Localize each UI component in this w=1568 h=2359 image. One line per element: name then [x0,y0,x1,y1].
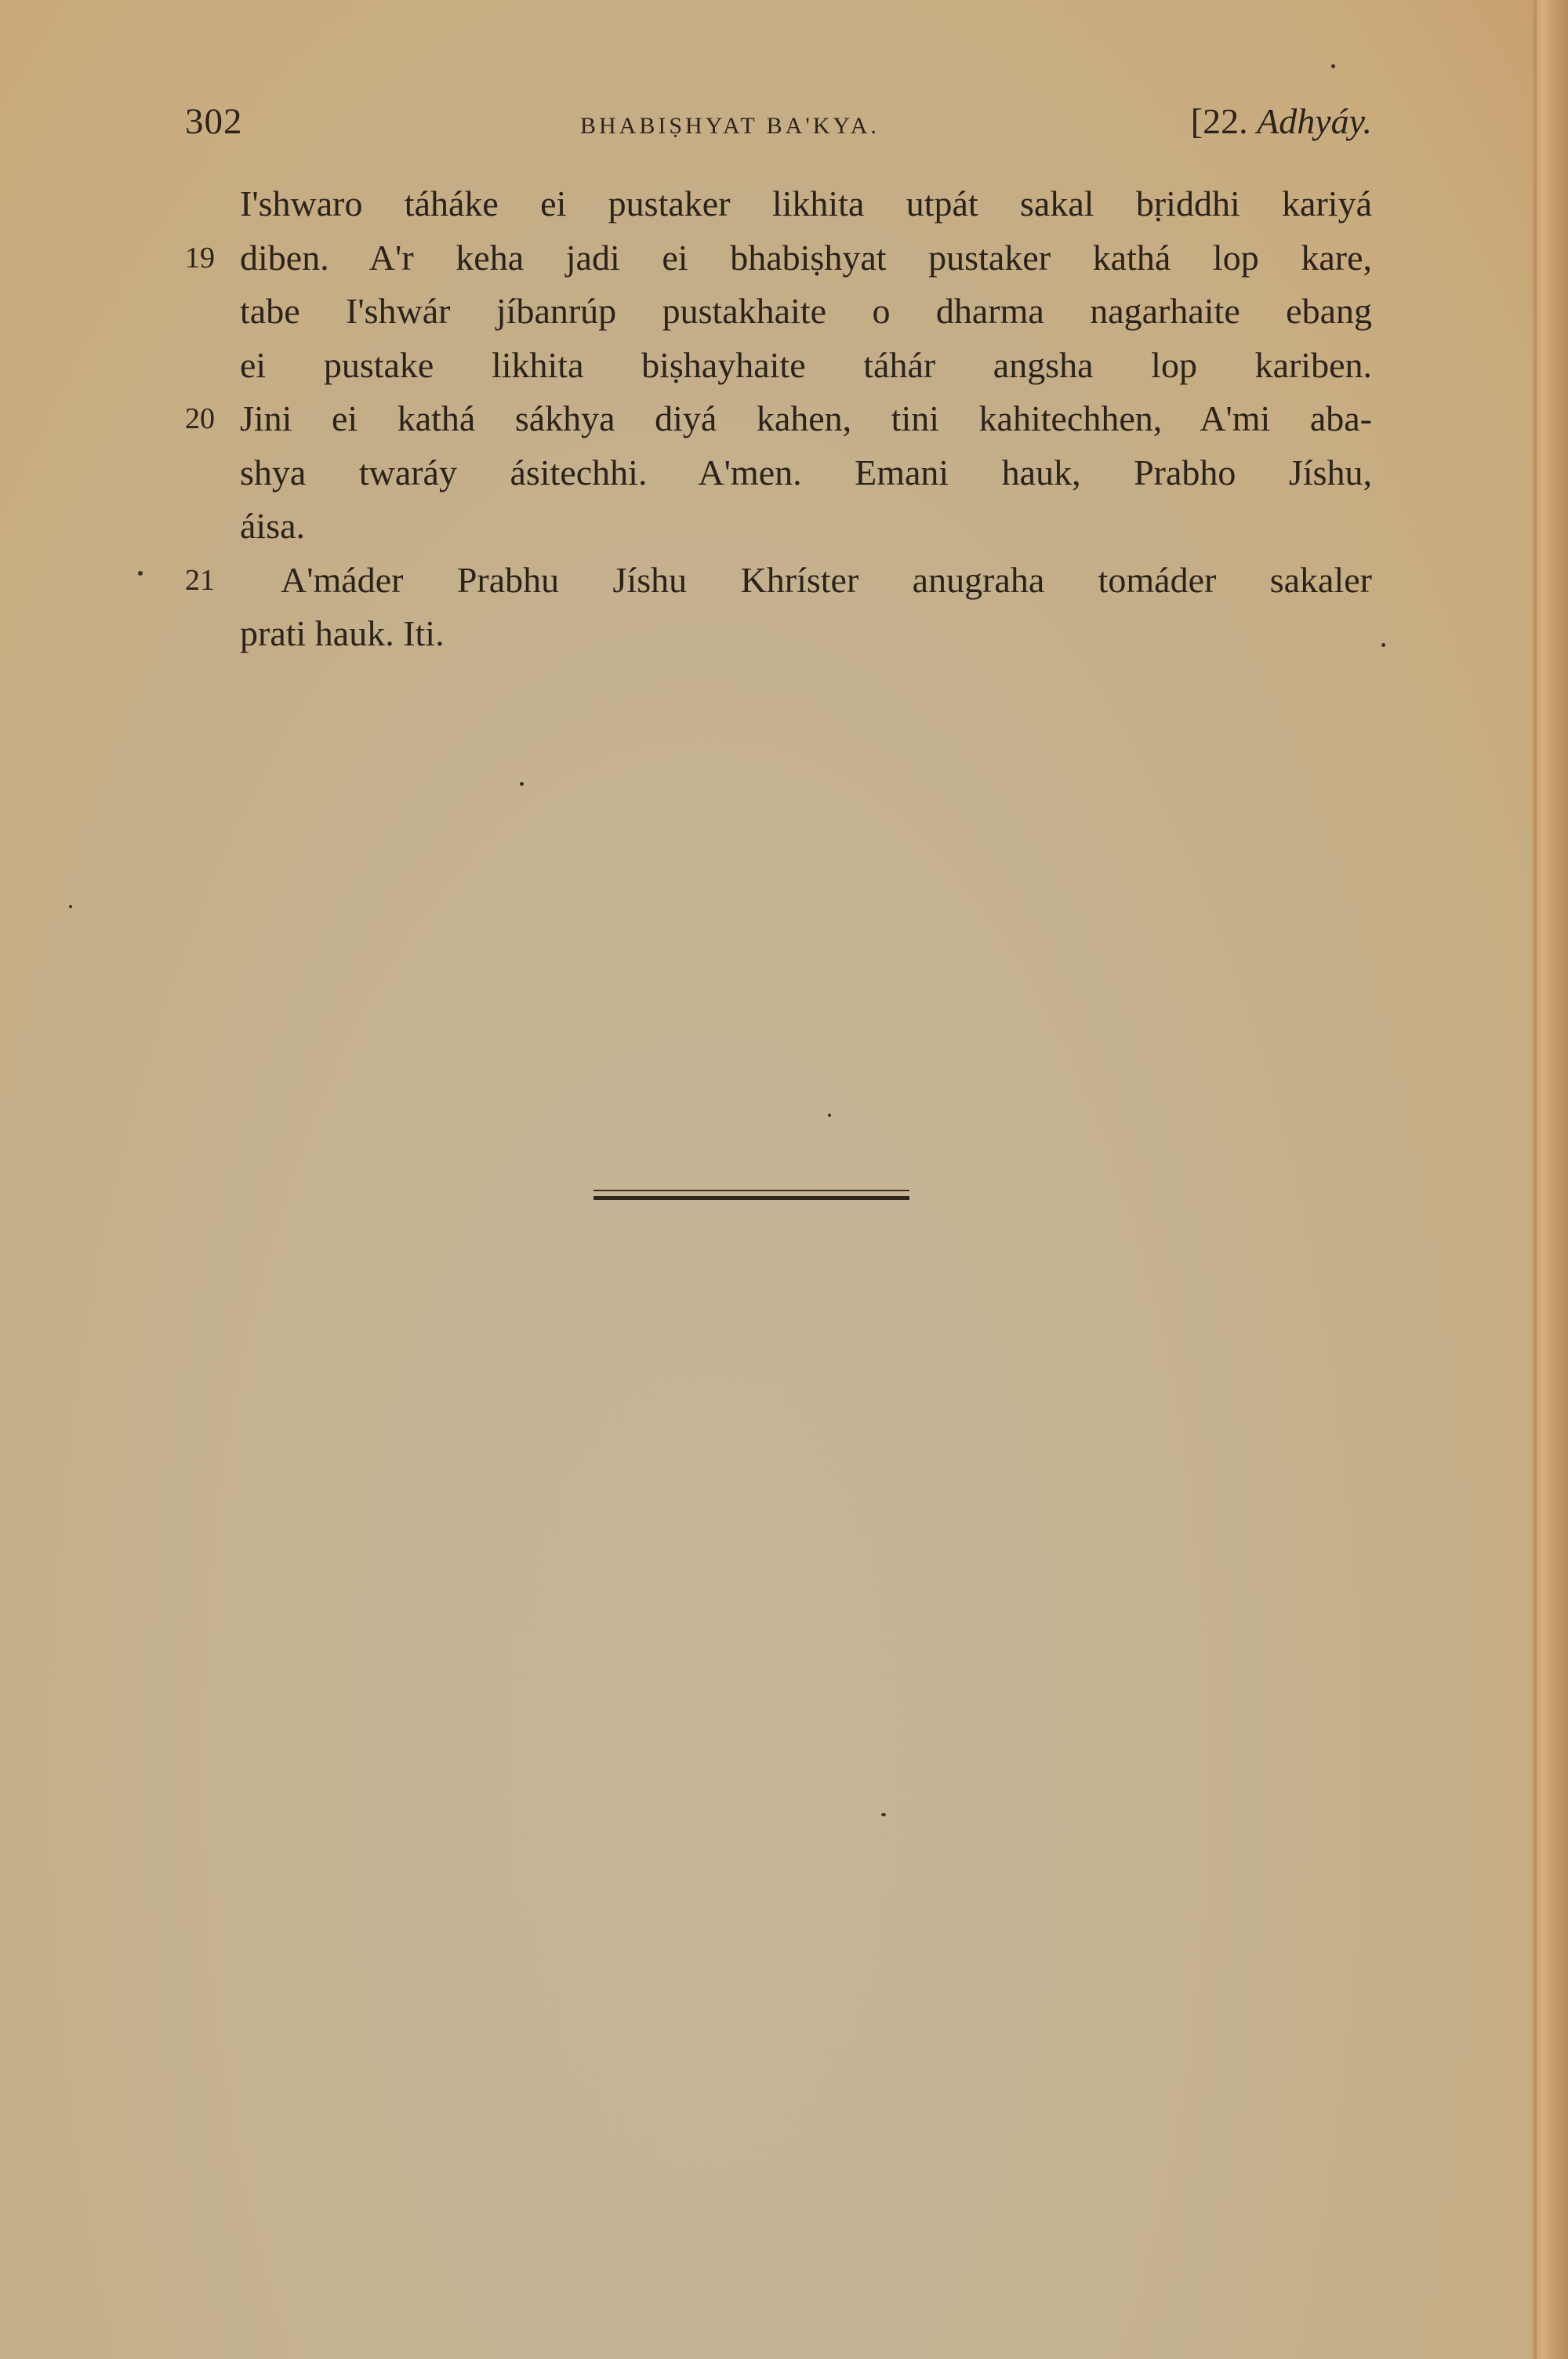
paper-speck [520,782,524,786]
line-text: ei pustake likhita biṣhayhaite táhár angsha lop kariben. [240,344,1372,385]
page-edge-shadow [1534,0,1537,2359]
line-text: I'shwaro táháke ei pustaker likhita utpát sakal bṛiddhi kariyá [240,184,1372,224]
line-text: diben. A'r keha jadi ei bhabiṣhyat pustaker kathá lop kare, [240,237,1372,278]
paper-speck [69,905,72,908]
text-line [185,500,1372,554]
paper-speck [138,571,143,576]
text-line [185,392,1372,446]
line-text: tabe I'shwár jíbanrúp pustakhaite o dharma nagarhaite ebang [240,291,1372,331]
end-rule [593,1190,909,1201]
paper-speck [1381,643,1385,647]
end-rule-thin [593,1190,909,1191]
paper-speck [828,1114,831,1117]
chapter-word: Adhyáy. [1257,101,1372,141]
chapter-number: [22. [1190,101,1248,141]
text-line [185,446,1372,500]
line-text: prati hauk. Iti. [240,613,445,653]
paper-speck [881,1813,886,1816]
paper-speck [1331,64,1335,68]
line-text: Jini ei kathá sákhya diyá kahen, tini kahitechhen, A'mi aba- [240,398,1372,438]
page-edge [1532,0,1568,2359]
text-line [185,285,1372,339]
line-text: A'máder Prabhu Jíshu Khríster anugraha tomáder sakaler [281,559,1372,600]
text-line [185,177,1372,231]
verse-number: 19 [185,241,215,274]
text-line [185,339,1372,393]
text-line [185,554,1372,608]
text-line [185,231,1372,285]
line-text: áisa. [240,506,306,546]
running-title: BHABIṢHYAT BA'KYA. [580,113,880,139]
body-text [185,177,1372,661]
line-text: shya twaráy ásitechhi. A'men. Emani hauk, Prabho Jíshu, [240,452,1372,493]
verse-number: 21 [185,563,215,597]
text-line [185,607,1372,661]
chapter-reference [1191,100,1372,142]
running-header [185,96,1372,151]
end-rule-thick [593,1196,909,1200]
page-number: 302 [185,101,243,142]
verse-number: 20 [185,402,215,435]
